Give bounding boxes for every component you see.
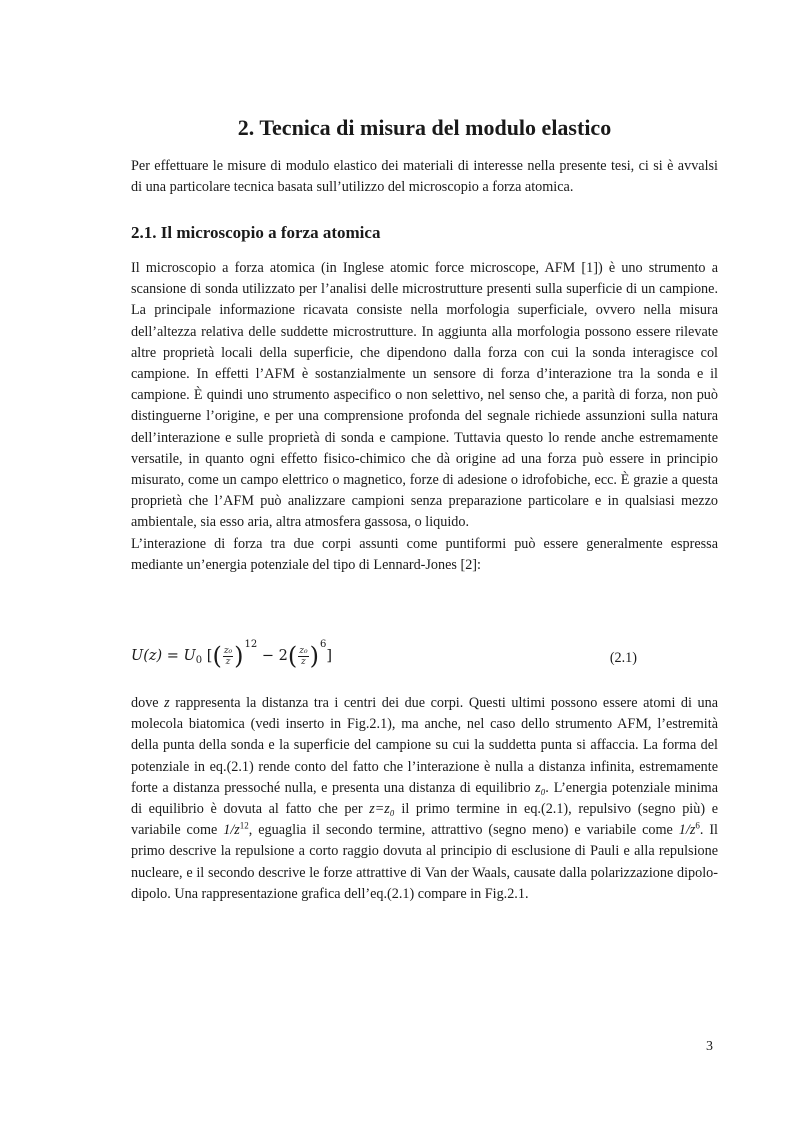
chapter-title: 2. Tecnica di misura del modulo elastico bbox=[237, 115, 612, 140]
text-span: dove bbox=[131, 695, 165, 711]
fraction-2 bbox=[298, 646, 308, 667]
equation-open-bracket: [ bbox=[206, 648, 213, 664]
section-body bbox=[131, 258, 718, 576]
exponent-2: 6 bbox=[319, 638, 327, 650]
paragraph-afm-description: Il microscopio a forza atomica (in Inglese atomic force microscope, AFM [1]) è uno strumento a scansione di sonda utilizzato per l’analisi delle microstrutture presenti sulla superficie di un campione. La principale informazione ricavata consiste nella morfologia superficiale, ovvero nella misura dell’altezza relativa delle suddette microstrutture. In aggiunta alla morfologia possono essere rilevate altre proprietà locali della superficie, che dipendono dalla forza con cui la sonda interagisce col campione. In effetti l’AFM è sostanzialmente un sensore di forza d’interazione tra la sonda e il campione. È quindi uno strumento aspecifico o non selettivo, nel senso che, a parità di forza, non può distinguerne l’origine, e per una comprensione profonda del segnale richiede assunzioni sulla natura dell’interazione e sulle proprietà di sonda e campione. Tuttavia questo lo rende anche estremamente versatile, in quanto ogni effetto fisico-chimico che dà origine ad una forza può essere in principio misurato, come un campo elettrico o magnetico, forze di adesione o idrofobiche, ecc. È grazie a questa proprietà che l’AFM può analizzare campioni senza preparazione particolare e in qualsiasi mezzo ambientale, sia esso aria, altra atmosfera gassosa, o liquido. bbox=[131, 260, 718, 531]
paren-close-2: ) bbox=[309, 642, 319, 670]
equation-explanation bbox=[131, 693, 718, 905]
paren-open-2: ( bbox=[287, 642, 298, 670]
section-title: 2.1. Il microscopio a forza atomica bbox=[131, 223, 381, 242]
text-span: L’energia potenziale minima di equilibrio è dovuta al fatto che per bbox=[131, 779, 719, 818]
text-span: . Il primo descrive la repulsione a corto raggio dovuta al principio di esclusione di Pauli e alla repulsione nucleare, e il secondo descrive le forze attrattive di Van der Waals, causate dalla polarizzazione dipolo-dipolo. Una rappresentazione grafica dell’eq.(2.1) compare in Fig.2.1. bbox=[131, 822, 719, 902]
fraction-1-numerator: z₀ bbox=[223, 645, 233, 656]
text-span: , eguaglia il secondo termine, attrattivo (segno meno) e variabile come bbox=[248, 822, 679, 839]
exponent-6: 6 bbox=[695, 820, 700, 831]
exponent-1: 12 bbox=[244, 638, 258, 650]
equation-lhs: U(z) = bbox=[131, 648, 179, 664]
variable-z-equals-z0: z=z₀ bbox=[369, 801, 395, 818]
equation-lennard-jones bbox=[131, 638, 718, 682]
paragraph-equation-explanation bbox=[131, 693, 718, 905]
equation-close-bracket: ] bbox=[326, 648, 333, 664]
variable-one-over-z: 1/z bbox=[223, 822, 240, 839]
fraction-2-numerator: z₀ bbox=[299, 645, 308, 656]
fraction-2-denominator: z bbox=[301, 656, 306, 667]
variable-one-over-z: 1/z bbox=[678, 822, 696, 839]
intro-paragraph: Per effettuare le misure di modulo elastico dei materiali di interesse nella presente tesi, ci si è avvalsi di una particolare tecnica basata sull’utilizzo del microscopio a forza atomica. bbox=[131, 158, 718, 196]
exponent-12: 12 bbox=[239, 820, 249, 831]
paren-open-1: ( bbox=[212, 642, 222, 670]
equation-coefficient-subscript: 0 bbox=[195, 654, 203, 666]
equation-body bbox=[131, 638, 333, 670]
variable-z0: z₀. bbox=[535, 779, 550, 796]
equation-number: (2.1) bbox=[609, 650, 637, 666]
fraction-1-denominator: z bbox=[225, 656, 231, 667]
page-number: 3 bbox=[706, 1039, 713, 1054]
chapter-intro bbox=[131, 156, 718, 198]
fraction-1 bbox=[223, 646, 233, 667]
text-span: rappresenta la distanza tra i centri dei due corpi. Questi ultimi possono essere atomi di una molecola biatomica (vedi inserto in Fig.2.1), ma anche, nel caso dello strumento AFM, l’estremità della punta della sonda e la superficie del campione su cui la suddetta punta si affaccia. La forma del potenziale in eq.(2.1) rende conto del fatto che l’interazione è nulla a distanza infinita, estremamente forte a distanza pressoché nulla, e presenta una distanza di equilibrio bbox=[131, 695, 718, 796]
paren-close-1: ) bbox=[234, 642, 244, 670]
equation-coefficient: U bbox=[183, 648, 196, 664]
paragraph-lennard-jones-intro: L’interazione di forza tra due corpi assunti come puntiformi può essere generalmente espressa mediante un’energia potenziale del tipo di Lennard-Jones [2]: bbox=[131, 535, 718, 573]
equation-minus-term: − 2 bbox=[261, 648, 288, 664]
text-span: il primo termine in eq.(2.1), repulsivo (segno più) e variabile come bbox=[131, 801, 718, 839]
variable-z: z bbox=[164, 695, 170, 711]
